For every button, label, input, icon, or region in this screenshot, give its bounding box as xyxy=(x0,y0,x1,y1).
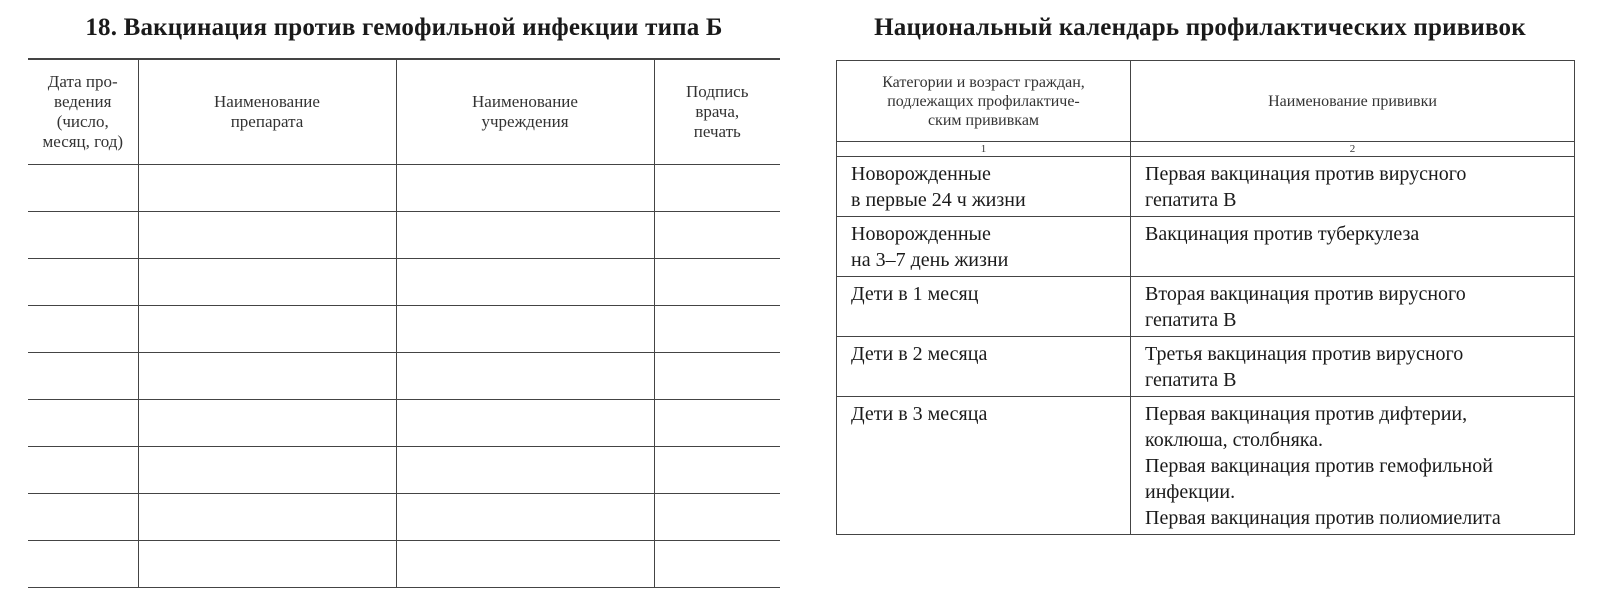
header-doctor-signature: Подпись врача, печать xyxy=(654,59,780,165)
table-row xyxy=(28,400,780,447)
institution-cell[interactable] xyxy=(396,541,654,588)
institution-cell[interactable] xyxy=(396,306,654,353)
left-page-title: 18. Вакцинация против гемофильной инфекции типа Б xyxy=(85,14,723,41)
table-row xyxy=(837,337,1575,397)
vaccination-cell: Третья вакцинация против вирусного гепатита В xyxy=(1131,337,1575,397)
header-institution-name: Наименование учреждения xyxy=(396,59,654,165)
institution-cell[interactable] xyxy=(396,212,654,259)
table-row xyxy=(28,212,780,259)
vaccination-calendar-table xyxy=(836,60,1575,535)
date-cell[interactable] xyxy=(28,353,138,400)
vaccination-cell: Первая вакцинация против вирусного гепатита В xyxy=(1131,157,1575,217)
header-drug-name: Наименование препарата xyxy=(138,59,396,165)
institution-cell[interactable] xyxy=(396,447,654,494)
drug-cell[interactable] xyxy=(138,494,396,541)
category-cell: Новорожденные на 3–7 день жизни xyxy=(837,217,1131,277)
date-cell[interactable] xyxy=(28,259,138,306)
table-row xyxy=(28,494,780,541)
date-cell[interactable] xyxy=(28,165,138,212)
signature-cell[interactable] xyxy=(654,494,780,541)
category-cell: Дети в 1 месяц xyxy=(837,277,1131,337)
date-cell[interactable] xyxy=(28,447,138,494)
right-page-title: Национальный календарь профилактических прививок xyxy=(874,14,1526,41)
header-date: Дата про- ведения (число, месяц, год) xyxy=(28,59,138,165)
institution-cell[interactable] xyxy=(396,400,654,447)
calendar-table-header xyxy=(837,61,1575,142)
signature-cell[interactable] xyxy=(654,306,780,353)
table-row xyxy=(28,165,780,212)
table-row xyxy=(28,541,780,588)
category-cell: Дети в 2 месяца xyxy=(837,337,1131,397)
date-cell[interactable] xyxy=(28,400,138,447)
drug-cell[interactable] xyxy=(138,447,396,494)
date-cell[interactable] xyxy=(28,494,138,541)
drug-cell[interactable] xyxy=(138,165,396,212)
table-row xyxy=(837,157,1575,217)
drug-cell[interactable] xyxy=(138,541,396,588)
vaccination-cell: Первая вакцинация против дифтерии, коклюша, столбняка. Первая вакцинация против гемофильной инфекции. Первая вакцинация против полиомиелита xyxy=(1131,397,1575,535)
date-cell[interactable] xyxy=(28,306,138,353)
drug-cell[interactable] xyxy=(138,212,396,259)
record-table-header xyxy=(28,59,780,165)
table-row xyxy=(837,217,1575,277)
column-number-2: 2 xyxy=(1131,142,1575,157)
drug-cell[interactable] xyxy=(138,306,396,353)
table-row xyxy=(28,353,780,400)
table-row xyxy=(28,447,780,494)
signature-cell[interactable] xyxy=(654,447,780,494)
date-cell[interactable] xyxy=(28,541,138,588)
vaccination-cell: Вакцинация против туберкулеза xyxy=(1131,217,1575,277)
drug-cell[interactable] xyxy=(138,353,396,400)
header-category-age: Категории и возраст граждан, подлежащих профилактиче- ским прививкам xyxy=(837,61,1131,142)
institution-cell[interactable] xyxy=(396,259,654,306)
date-cell[interactable] xyxy=(28,212,138,259)
institution-cell[interactable] xyxy=(396,165,654,212)
drug-cell[interactable] xyxy=(138,400,396,447)
vaccination-record-table xyxy=(28,58,780,588)
category-cell: Новорожденные в первые 24 ч жизни xyxy=(837,157,1131,217)
signature-cell[interactable] xyxy=(654,212,780,259)
table-row xyxy=(28,306,780,353)
institution-cell[interactable] xyxy=(396,494,654,541)
signature-cell[interactable] xyxy=(654,259,780,306)
table-row xyxy=(28,259,780,306)
table-row xyxy=(837,277,1575,337)
category-cell: Дети в 3 месяца xyxy=(837,397,1131,535)
signature-cell[interactable] xyxy=(654,541,780,588)
column-number-row xyxy=(837,142,1575,157)
header-vaccination-name: Наименование прививки xyxy=(1131,61,1575,142)
column-number-1: 1 xyxy=(837,142,1131,157)
signature-cell[interactable] xyxy=(654,400,780,447)
signature-cell[interactable] xyxy=(654,165,780,212)
table-row xyxy=(837,397,1575,535)
signature-cell[interactable] xyxy=(654,353,780,400)
institution-cell[interactable] xyxy=(396,353,654,400)
vaccination-cell: Вторая вакцинация против вирусного гепатита В xyxy=(1131,277,1575,337)
drug-cell[interactable] xyxy=(138,259,396,306)
